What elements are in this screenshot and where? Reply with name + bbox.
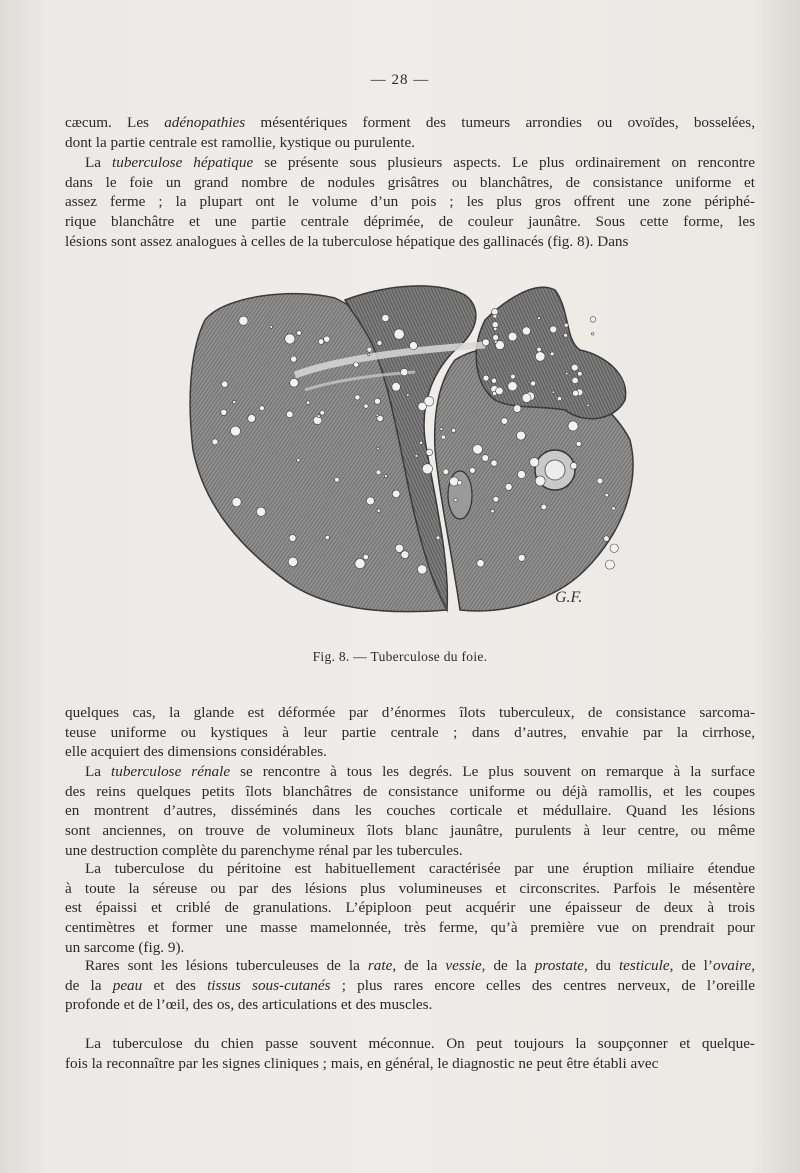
nodule bbox=[452, 428, 456, 432]
nodule bbox=[535, 476, 545, 486]
nodule bbox=[605, 493, 609, 497]
nodule bbox=[522, 394, 531, 403]
text-span: teuse uniforme ou kystiques à leur partie centrale ; dans d’autres, envahie par la cirrhose, bbox=[65, 723, 755, 741]
text-line bbox=[65, 742, 755, 762]
text-line bbox=[65, 938, 755, 958]
paragraph bbox=[65, 703, 755, 762]
nodule bbox=[491, 509, 495, 513]
nodule bbox=[576, 441, 581, 446]
text-span: ; plus rares encore celles des centres nerveux, de l’oreille bbox=[330, 976, 756, 994]
nodule bbox=[290, 379, 299, 388]
text-span: quelques cas, la glande est déformée par d’énormes îlots tuberculeux, de consistance sarcoma- bbox=[65, 704, 755, 721]
nodule bbox=[395, 544, 403, 552]
nodule bbox=[376, 470, 381, 475]
italic-term: tuberculose rénale bbox=[111, 763, 231, 780]
nodule bbox=[285, 334, 295, 344]
paragraph bbox=[65, 113, 755, 152]
text-line bbox=[65, 956, 755, 976]
nodule bbox=[604, 536, 610, 542]
text-span: elle acquiert des dimensions considérables. bbox=[65, 743, 327, 761]
nodule bbox=[232, 498, 241, 507]
nodule bbox=[335, 478, 340, 483]
nodule bbox=[440, 428, 443, 431]
nodule bbox=[491, 460, 497, 466]
nodule bbox=[454, 499, 457, 502]
nodule bbox=[355, 559, 365, 569]
nodule bbox=[418, 402, 426, 410]
nodule bbox=[385, 475, 388, 478]
text-line bbox=[65, 782, 755, 802]
nodule bbox=[493, 496, 499, 502]
nodule bbox=[401, 368, 408, 375]
nodule bbox=[318, 339, 324, 345]
nodule bbox=[450, 477, 459, 486]
text-line bbox=[65, 995, 755, 1015]
nodule bbox=[324, 336, 330, 342]
text-span: mésentériques forment des tumeurs arrondies ou ovoïdes, bosselées, bbox=[245, 114, 756, 131]
text-span: La tuberculose du chien passe souvent méconnue. On peut toujours la soupçonner et quelque- bbox=[85, 1035, 755, 1052]
nodule bbox=[571, 364, 578, 371]
nodule bbox=[392, 490, 400, 498]
nodule bbox=[401, 551, 409, 559]
nodule bbox=[410, 342, 418, 350]
text-line bbox=[65, 232, 755, 252]
nodule bbox=[496, 387, 504, 395]
nodule bbox=[564, 323, 568, 327]
nodule bbox=[572, 377, 578, 383]
figure-caption: Fig. 8. — Tuberculose du foie. bbox=[312, 649, 488, 664]
text-span: , de l’ bbox=[669, 957, 713, 974]
nodule bbox=[570, 462, 577, 469]
text-span: fois la reconnaître par les signes cliniques ; mais, en général, le diagnostic ne peut être établi avec bbox=[65, 1054, 659, 1072]
text-span: La bbox=[85, 154, 113, 171]
nodule bbox=[420, 441, 423, 444]
nodule bbox=[483, 375, 489, 381]
nodule bbox=[212, 439, 218, 445]
text-line bbox=[65, 113, 755, 133]
italic-term: prostate bbox=[534, 957, 584, 974]
nodule bbox=[256, 507, 265, 516]
text-span: se rencontre à tous les degrés. Le plus souvent on remarque à la surface bbox=[230, 763, 755, 780]
nodule bbox=[377, 341, 382, 346]
text-span: est épaissi et criblé de granulations. L’épiploon peut acquérir une épaisseur de deux à trois bbox=[65, 899, 755, 917]
page-number: — 28 — bbox=[370, 72, 430, 88]
nodule bbox=[222, 381, 228, 387]
paragraph bbox=[65, 859, 755, 958]
text-line bbox=[65, 192, 755, 212]
text-line bbox=[65, 1034, 755, 1054]
text-line bbox=[65, 212, 755, 232]
nodule bbox=[286, 411, 293, 418]
nodule bbox=[382, 314, 389, 321]
nodule bbox=[317, 415, 320, 418]
nodule bbox=[374, 398, 380, 404]
nodule bbox=[508, 382, 517, 391]
nodule bbox=[501, 418, 508, 425]
nodule bbox=[518, 471, 526, 479]
nodule bbox=[407, 394, 410, 397]
nodule bbox=[505, 483, 512, 490]
text-span: dans le foie un grand nombre de nodules grisâtres ou blanchâtres, de consistance uniforme et bbox=[65, 173, 755, 191]
text-line bbox=[65, 841, 755, 861]
nodule bbox=[564, 333, 568, 337]
nodule bbox=[477, 560, 484, 567]
nodule bbox=[493, 335, 499, 341]
text-span: des reins quelques petits îlots blanchâtres de consistance uniforme ou déjà ramollis, et les coupes bbox=[65, 782, 755, 800]
italic-term: rate bbox=[367, 957, 393, 974]
nodule bbox=[517, 431, 526, 440]
text-line bbox=[65, 859, 755, 879]
text-span: cæcum. Les bbox=[65, 114, 165, 131]
nodule bbox=[422, 464, 432, 474]
nodule bbox=[566, 372, 569, 375]
liver-drawing bbox=[185, 280, 640, 630]
nodule bbox=[291, 356, 297, 362]
text-line bbox=[65, 173, 755, 193]
nodule bbox=[612, 507, 616, 511]
text-span: La tuberculose du péritoine est habituellement caractérisée par une éruption miliaire étendue bbox=[85, 860, 755, 877]
nodule bbox=[325, 535, 329, 539]
text-span: de la bbox=[65, 976, 113, 994]
nodule bbox=[377, 447, 380, 450]
text-span: , du bbox=[583, 957, 619, 974]
text-line bbox=[65, 153, 755, 173]
nodule bbox=[392, 383, 401, 392]
liver-illustration bbox=[185, 280, 640, 630]
text-span: , de la bbox=[481, 957, 535, 974]
text-span: un sarcome (fig. 9). bbox=[65, 938, 185, 956]
nodule bbox=[531, 381, 536, 386]
text-span: se présente sous plusieurs aspects. Le plus ordinairement on rencontre bbox=[253, 154, 755, 171]
text-span: en montrent d’autres, disséminés dans les couches corticale et médullaire. Quand les lésions bbox=[65, 802, 755, 820]
nodule bbox=[511, 374, 516, 379]
nodule bbox=[239, 316, 248, 325]
nodule bbox=[457, 480, 462, 485]
nodule bbox=[426, 449, 433, 456]
nodule bbox=[538, 317, 541, 320]
paragraph bbox=[65, 762, 755, 861]
nodule bbox=[289, 535, 296, 542]
nodule bbox=[297, 331, 302, 336]
nodule bbox=[522, 327, 530, 335]
text-span: lésions sont assez analogues à celles de la tuberculose hépatique des gallinacés (fig. 8). Dans bbox=[65, 232, 629, 250]
paragraph bbox=[65, 1034, 755, 1073]
paragraph bbox=[65, 956, 755, 1015]
italic-term: vessie bbox=[445, 957, 482, 974]
text-line bbox=[65, 133, 755, 153]
nodule bbox=[518, 554, 525, 561]
nodule bbox=[288, 557, 297, 566]
nodule bbox=[597, 478, 603, 484]
text-line bbox=[65, 762, 755, 782]
text-span: rique blanchâtre et une partie centrale déprimée, de couleur jaunâtre. Sous cette forme, les bbox=[65, 213, 755, 231]
text-span: , bbox=[751, 957, 756, 974]
italic-term: tuberculose hépatique bbox=[112, 154, 254, 171]
text-line bbox=[65, 1054, 755, 1074]
nodule bbox=[297, 459, 300, 462]
text-span: une destruction complète du parenchyme rénal par les tubercules. bbox=[65, 841, 463, 859]
nodule bbox=[368, 353, 370, 355]
paragraph bbox=[65, 153, 755, 252]
text-span: dont la partie centrale est ramollie, kystique ou purulente. bbox=[65, 133, 416, 151]
nodule bbox=[573, 390, 579, 396]
nodule bbox=[270, 326, 273, 329]
nodule bbox=[367, 347, 372, 352]
text-line bbox=[65, 821, 755, 841]
text-span: profonde et de l’œil, des os, des articulations et des muscles. bbox=[65, 996, 433, 1014]
nodule bbox=[568, 421, 578, 431]
text-line bbox=[65, 703, 755, 723]
nodule bbox=[231, 426, 241, 436]
italic-term: testicule bbox=[618, 957, 670, 974]
nodule bbox=[587, 404, 590, 407]
text-span: La bbox=[85, 763, 112, 780]
italic-term: adénopathies bbox=[164, 114, 246, 131]
text-span: à toute la séreuse ou par des lésions plus volumineuses et circonscrites. Parfois le mésentère bbox=[65, 879, 755, 897]
nodule bbox=[537, 347, 542, 352]
nodule bbox=[557, 397, 561, 401]
nodule bbox=[363, 554, 368, 559]
nodule bbox=[366, 497, 374, 505]
nodule bbox=[610, 544, 618, 552]
nodule bbox=[248, 415, 256, 423]
nodule bbox=[550, 326, 557, 333]
nodule bbox=[535, 352, 545, 362]
text-line bbox=[65, 918, 755, 938]
nodule bbox=[306, 401, 310, 405]
nodule bbox=[443, 469, 449, 475]
nodule bbox=[313, 416, 321, 424]
nodule bbox=[541, 504, 547, 510]
nodule bbox=[415, 455, 418, 458]
nodule bbox=[513, 405, 521, 413]
text-line bbox=[65, 723, 755, 743]
italic-term: peau bbox=[112, 976, 143, 994]
nodule bbox=[605, 560, 614, 569]
nodule bbox=[508, 332, 517, 341]
nodule bbox=[221, 409, 227, 415]
nodule bbox=[578, 371, 583, 376]
nodule bbox=[417, 565, 426, 574]
nodule bbox=[259, 406, 264, 411]
text-line bbox=[65, 801, 755, 821]
italic-term: ovaire bbox=[712, 957, 752, 974]
text-span: Rares sont les lésions tuberculeuses de la bbox=[85, 957, 368, 974]
text-span: sont anciennes, on trouve de volumineux îlots blanc jaunâtre, purulents à leur centre, ou même bbox=[65, 822, 755, 840]
nodule bbox=[492, 322, 498, 328]
nodule bbox=[436, 536, 440, 540]
text-span: , de la bbox=[392, 957, 446, 974]
nodule bbox=[470, 468, 476, 474]
nodule bbox=[376, 414, 379, 417]
nodule bbox=[482, 339, 489, 346]
nodule bbox=[550, 352, 554, 356]
nodule bbox=[355, 395, 360, 400]
nodule bbox=[590, 317, 596, 323]
nodule bbox=[494, 327, 497, 330]
nodule bbox=[394, 329, 404, 339]
nodule bbox=[591, 333, 594, 336]
nodule bbox=[320, 410, 325, 415]
nodule bbox=[441, 435, 445, 439]
nodule bbox=[233, 400, 236, 403]
nodule bbox=[491, 378, 496, 383]
italic-term: tissus sous-cutanés bbox=[207, 976, 331, 994]
nodule bbox=[552, 391, 555, 394]
text-span: assez ferme ; la plupart ont le volume d’un pois ; les plus gros offrent une zone périphé- bbox=[65, 193, 755, 211]
nodule bbox=[530, 458, 539, 467]
nodule bbox=[377, 509, 380, 512]
nodule bbox=[493, 314, 497, 318]
text-line bbox=[65, 976, 755, 996]
nodule bbox=[473, 444, 483, 454]
text-span: centimètres et former une masse mamelonnée, très ferme, qu’à première vue on prendrait pour bbox=[65, 919, 755, 937]
nodule bbox=[482, 455, 489, 462]
nodule bbox=[364, 404, 368, 408]
engraver-signature: G.F. bbox=[555, 589, 583, 606]
nodule bbox=[354, 362, 359, 367]
nodule bbox=[494, 340, 497, 343]
text-line bbox=[65, 898, 755, 918]
text-line bbox=[65, 879, 755, 899]
text-span: et des bbox=[142, 976, 208, 994]
